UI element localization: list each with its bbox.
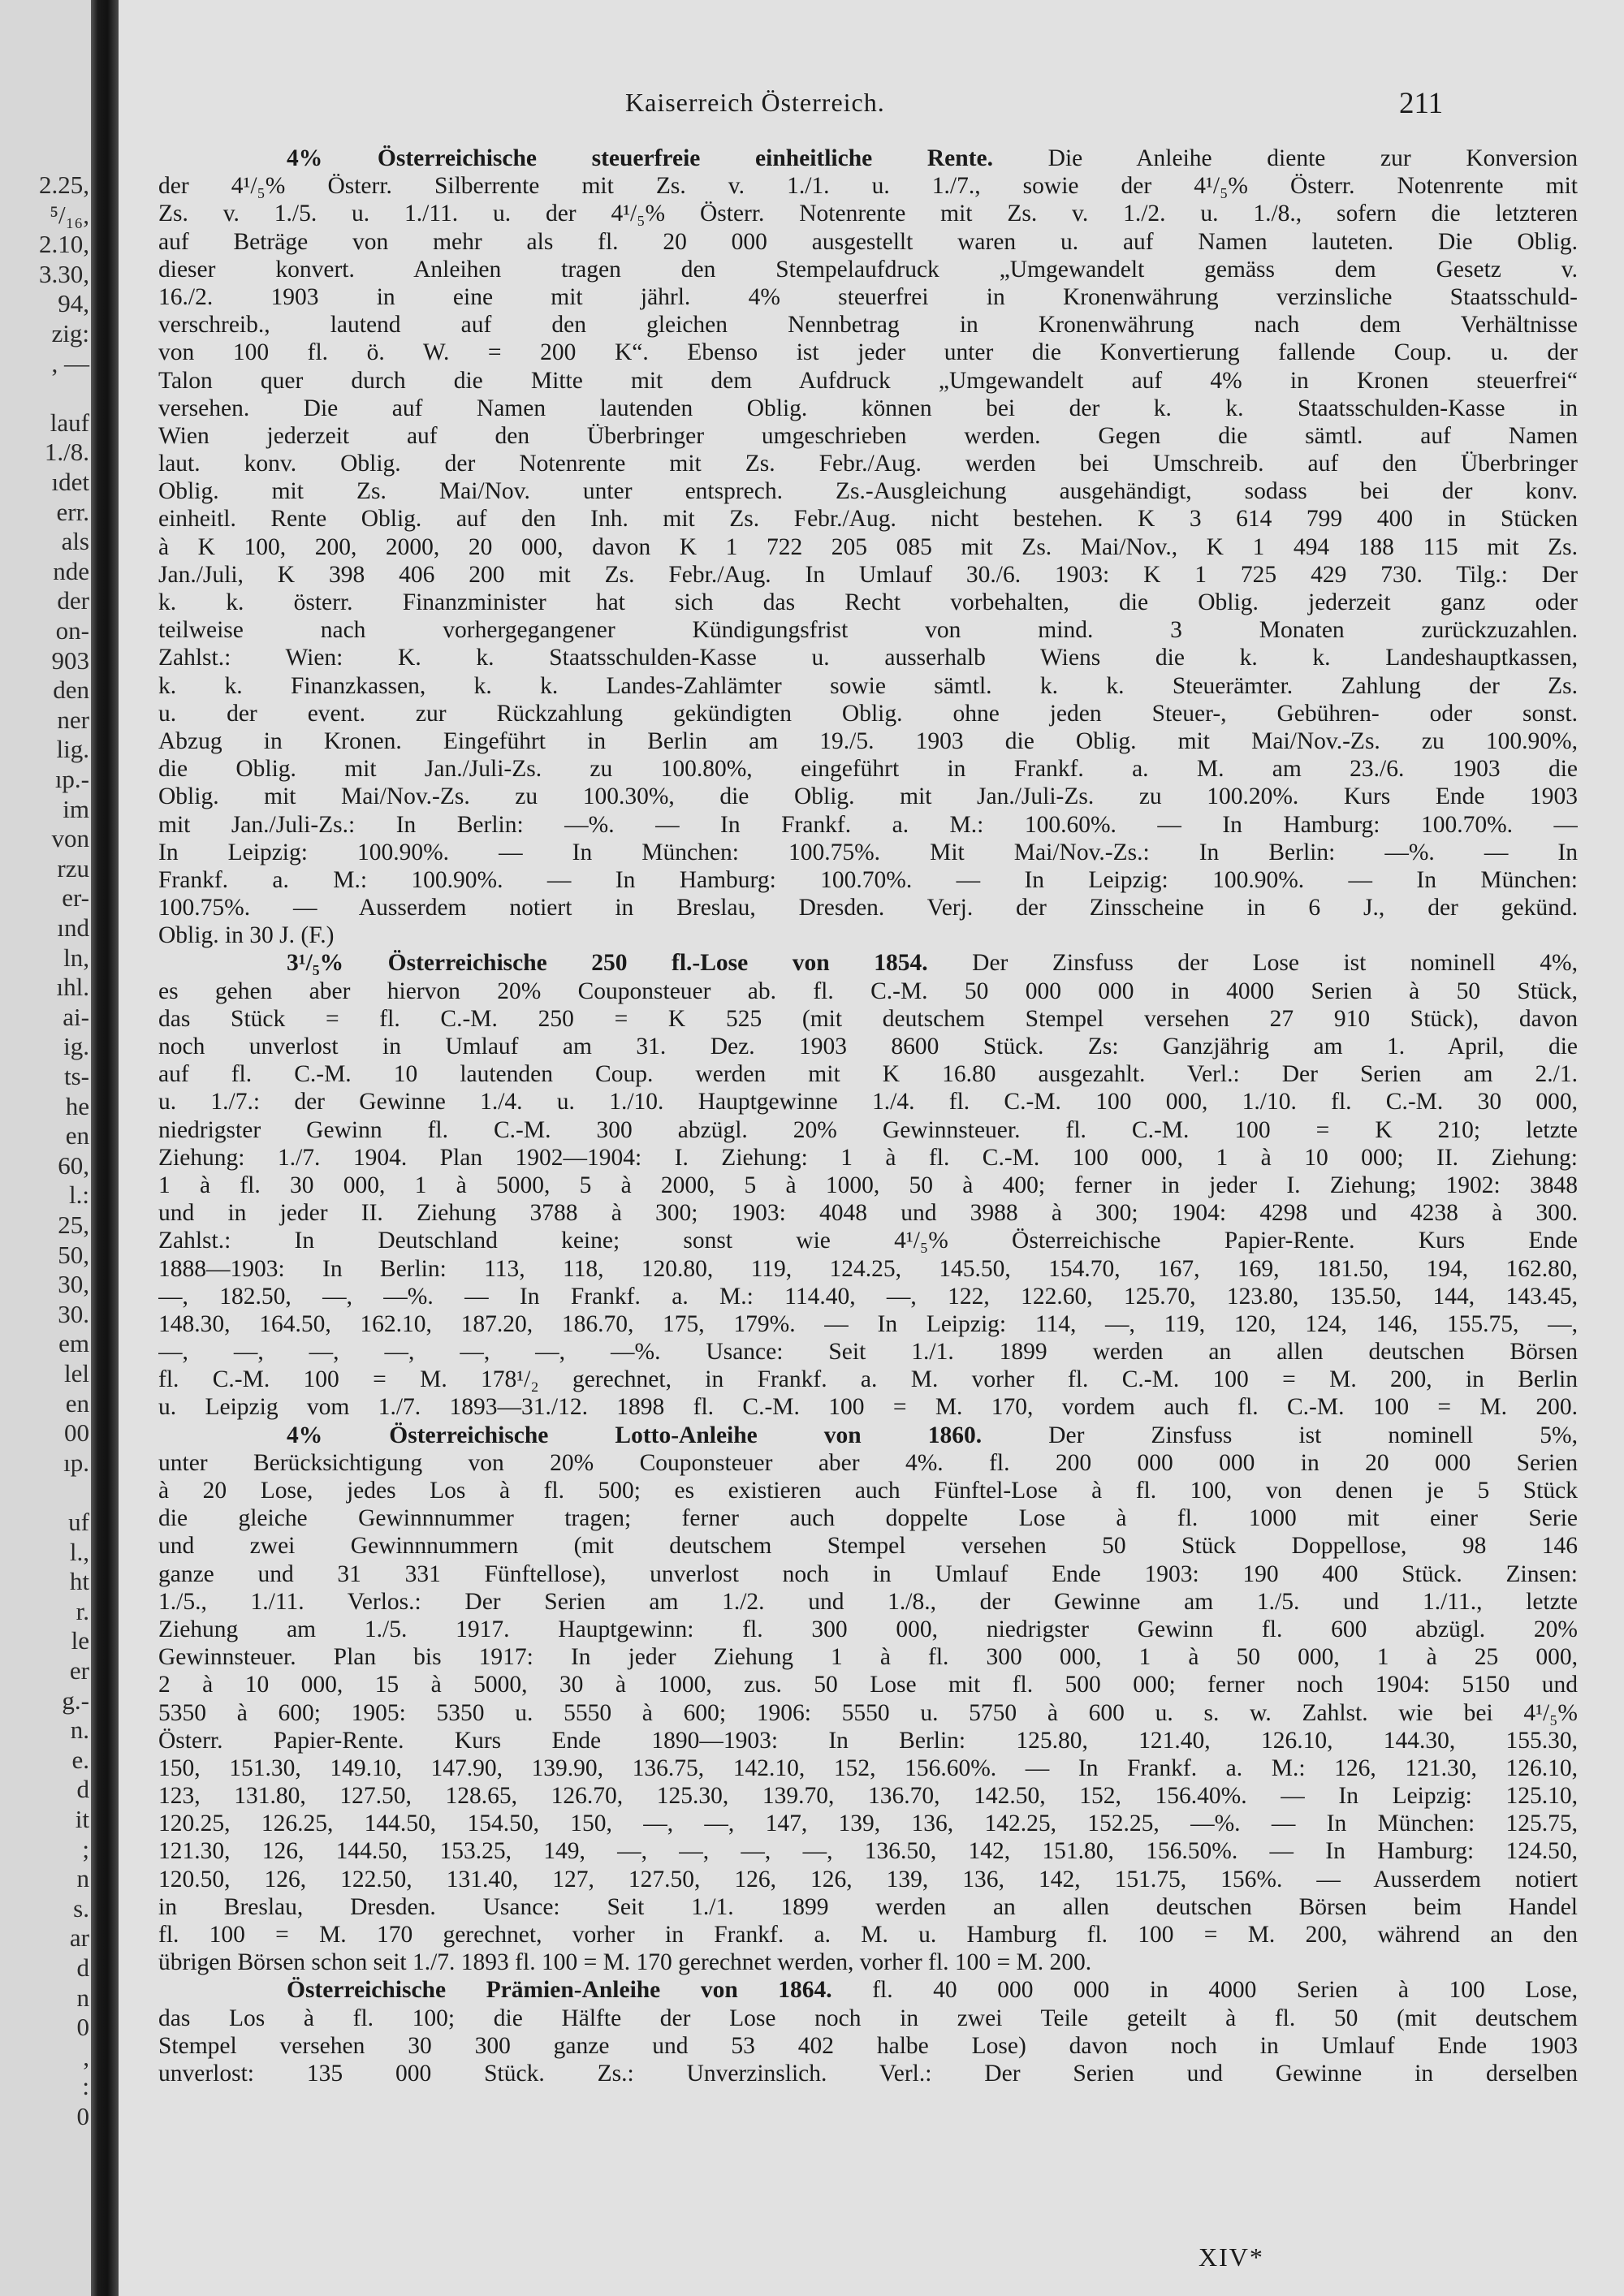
text-line: [158, 1255, 1578, 1283]
running-head-title: Kaiserreich Österreich.: [625, 88, 885, 117]
margin-fragment: 00: [64, 1418, 89, 1448]
margin-fragment: en: [65, 1388, 89, 1418]
margin-fragment: d: [76, 1775, 89, 1804]
line-text: Zahlst.: In Deutschland keine; sonst wie 4¹/₅% Österreichische Papier-Rente. Kurs Ende: [158, 1228, 1578, 1254]
text-line: [158, 727, 1578, 755]
line-text: unter Berücksichtigung von 20% Couponsteuer aber 4%. fl. 200 000 000 in 20 000 Serien: [158, 1449, 1578, 1476]
line-text: 1888—1903: In Berlin: 113, 118, 120.80, 119, 124.25, 145.50, 154.70, 167, 169, 181.50, 194, 162.80,: [158, 1255, 1578, 1282]
text-line: [158, 1477, 1578, 1504]
line-text: à 20 Lose, jedes Los à fl. 500; es existieren auch Fünftel-Lose à fl. 100, von denen je 5 Stück: [158, 1478, 1578, 1504]
line-text: und zwei Gewinnnummern (mit deutschem Stempel versehen 50 Stück Doppellose, 98 146: [158, 1533, 1578, 1560]
text-line: [158, 505, 1578, 533]
text-line: [158, 2032, 1578, 2060]
text-line: [158, 1810, 1578, 1837]
margin-fragment: ıp.: [63, 1448, 89, 1477]
line-text: Der Zinsfuss ist nominell 5%,: [982, 1422, 1578, 1448]
text-line: [158, 616, 1578, 644]
margin-fragment: 25,: [58, 1211, 89, 1239]
text-line: [158, 1393, 1578, 1421]
margin-fragment: rzu: [57, 853, 89, 883]
line-text: mit Jan./Juli-Zs.: In Berlin: —%. — In Frankf. a. M.: 100.60%. — In Hamburg: 100.70%. —: [158, 811, 1578, 838]
line-text: 148.30, 164.50, 162.10, 187.20, 186.70, 175, 179%. — In Leipzig: 114, —, 119, 120, 124, 146, 155.75, —,: [158, 1310, 1578, 1337]
line-text: Oblig. mit Mai/Nov.-Zs. zu 100.30%, die Oblig. mit Jan./Juli-Zs. zu 100.20%. Kurs Ende 1903: [158, 783, 1578, 810]
line-text: —, 182.50, —, —%. — In Frankf. a. M.: 114.40, —, 122, 122.60, 125.70, 123.80, 135.50, 144, 143.45,: [158, 1283, 1578, 1310]
text-line: [158, 367, 1578, 395]
text-line: [158, 228, 1578, 256]
line-text: Stempel versehen 30 300 ganze und 53 402 halbe Lose) davon noch in Umlauf Ende 1903: [158, 2032, 1578, 2059]
entry-heading: 3¹/₅% Österreichische 250 fl.-Lose von 1854.: [287, 950, 928, 977]
line-text: In Leipzig: 100.90%. — In München: 100.75%. Mit Mai/Nov.-Zs.: In Berlin: —%. — In: [158, 839, 1578, 865]
entry-heading: 4% Österreichische Lotto-Anleihe von 1860.: [287, 1422, 983, 1448]
line-text: Zs. v. 1./5. u. 1./11. u. der 4¹/₅% Österr. Notenrente mit Zs. v. 1./2. u. 1./8., sofern die letzteren: [158, 201, 1578, 227]
text-line: [158, 1921, 1578, 1949]
margin-fragment: 2.10,: [39, 230, 89, 259]
line-text: die gleiche Gewinnnummer tragen; ferner auch doppelte Lose à fl. 1000 mit einer Serie: [158, 1505, 1578, 1532]
line-text: Talon quer durch die Mitte mit dem Aufdruck „Umgewandelt auf 4% in Kronen steuerfrei“: [158, 367, 1578, 394]
margin-fragment: en: [65, 1121, 89, 1150]
line-text: es gehen aber hiervon 20% Couponsteuer ab. fl. C.-M. 50 000 000 in 4000 Serien à 50 Stück,: [158, 978, 1578, 1004]
page-number: 211: [1399, 87, 1444, 120]
line-text: einheitl. Rente Oblig. auf den Inh. mit Zs. Febr./Aug. nicht bestehen. K 3 614 799 400 in Stücken: [158, 506, 1578, 533]
line-text: Frankf. a. M.: 100.90%. — In Hamburg: 100.70%. — In Leipzig: 100.90%. — In München:: [158, 866, 1578, 893]
margin-fragment: er-: [62, 883, 89, 913]
text-line: [158, 755, 1578, 783]
page-211: [122, 0, 1624, 2296]
text-line: [158, 395, 1578, 422]
text-line: [158, 1976, 1578, 2004]
text-line: [158, 172, 1578, 200]
margin-fragment: r.: [76, 1596, 89, 1625]
margin-fragment: 0: [76, 2102, 89, 2130]
margin-fragment: ,: [83, 2042, 89, 2071]
margin-fragment: ıdet: [51, 468, 89, 496]
margin-fragment: 0: [76, 2013, 89, 2042]
margin-fragment: le: [71, 1626, 89, 1655]
margin-fragment: von: [51, 824, 89, 853]
margin-fragment: 60,: [58, 1150, 89, 1180]
text-line: [158, 949, 1578, 977]
text-line: [158, 200, 1578, 227]
line-text: der 4¹/₅% Österr. Silberrente mit Zs. v. 1./1. u. 1./7., sowie der 4¹/₅% Österr. Notenrente mit: [158, 173, 1578, 200]
text-line: [158, 1588, 1578, 1616]
text-line: [158, 1310, 1578, 1338]
margin-fragment: ts-: [64, 1062, 89, 1090]
line-text: 120.25, 126.25, 144.50, 154.50, 150, —, —, 147, 139, 136, 142.25, 152.25, —%. — In München: 125.75,: [158, 1810, 1578, 1837]
line-text: ganze und 31 331 Fünftellose), unverlost noch in Umlauf Ende 1903: 190 400 Stück. Zinsen:: [158, 1560, 1578, 1587]
line-text: 16./2. 1903 in eine mit jährl. 4% steuerfrei in Kronenwährung verzinsliche Staatsschuld-: [158, 283, 1578, 310]
text-line: [158, 866, 1578, 894]
line-text: Der Zinsfuss der Lose ist nominell 4%,: [927, 950, 1578, 977]
line-text: teilweise nach vorhergegangener Kündigungsfrist von mind. 3 Monaten zurückzuzahlen.: [158, 617, 1578, 644]
line-text: Zahlst.: Wien: K. k. Staatsschulden-Kasse u. ausserhalb Wiens die k. k. Landeshauptkassen,: [158, 645, 1578, 671]
margin-fragment: n: [76, 1864, 89, 1893]
margin-fragment: he: [65, 1091, 89, 1120]
text-line: [158, 1366, 1578, 1393]
text-line: [158, 1782, 1578, 1810]
margin-fragment: on-: [55, 616, 89, 645]
line-text: versehen. Die auf Namen lautenden Oblig. können bei der k. k. Staatsschulden-Kasse in: [158, 395, 1578, 421]
line-text: à K 100, 200, 2000, 20 000, davon K 1 722 205 085 mit Zs. Mai/Nov., K 1 494 188 115 mit Zs.: [158, 533, 1578, 560]
text-line: [158, 1532, 1578, 1560]
margin-fragment: den: [53, 675, 89, 705]
margin-fragment: 30.: [58, 1299, 89, 1328]
text-line: [158, 561, 1578, 589]
margin-fragment: lig.: [56, 735, 89, 764]
line-text: von 100 fl. ö. W. = 200 K“. Ebenso ist jeder unter die Konvertierung fallende Coup. u. der: [158, 339, 1578, 366]
line-text: die Oblig. mit Jan./Juli-Zs. zu 100.80%, eingeführt in Frankf. a. M. am 23./6. 1903 die: [158, 756, 1578, 783]
margin-fragment: e.: [71, 1745, 89, 1774]
line-text: auf fl. C.-M. 10 lautenden Coup. werden mit K 16.80 ausgezahlt. Verl.: Der Serien am 2./1.: [158, 1061, 1578, 1088]
margin-fragment: n.: [70, 1716, 89, 1745]
line-text: unverlost: 135 000 Stück. Zs.: Unverzinslich. Verl.: Der Serien und Gewinne in derselben: [158, 2060, 1578, 2087]
line-text: Wien jederzeit auf den Überbringer umgeschrieben werden. Gegen die sämtl. auf Namen: [158, 422, 1578, 449]
margin-fragment: it: [75, 1805, 89, 1833]
margin-fragment: als: [61, 527, 89, 556]
text-line: [158, 839, 1578, 866]
margin-fragment: , —: [51, 348, 89, 378]
line-text: übrigen Börsen schon seit 1./7. 1893 fl. 100 = M. 170 gerechnet werden, vorher fl. 100 = M. 200.: [158, 1949, 1092, 1976]
margin-fragment: ner: [57, 705, 89, 734]
text-line: [158, 256, 1578, 283]
line-text: Oblig. mit Zs. Mai/Nov. unter entsprech. Zs.-Ausgleichung ausgehändigt, sodass bei der konv.: [158, 478, 1578, 505]
entry-heading: Österreichische Prämien-Anleihe von 1864.: [287, 1977, 832, 2004]
margin-fragment: s.: [73, 1893, 89, 1923]
text-line: [158, 1866, 1578, 1893]
margin-fragment: uf: [68, 1508, 89, 1536]
margin-fragment: lauf: [50, 408, 89, 437]
text-line: [158, 1893, 1578, 1921]
text-line: [158, 644, 1578, 671]
text-line: [158, 2060, 1578, 2087]
text-line: [158, 1616, 1578, 1643]
line-text: niedrigster Gewinn fl. C.-M. 300 abzügl. 20% Gewinnsteuer. fl. C.-M. 100 = K 210; letzte: [158, 1116, 1578, 1143]
text-line: [158, 811, 1578, 839]
text-line: [158, 1227, 1578, 1254]
margin-fragment: ıp.-: [54, 765, 89, 793]
text-line: [158, 1699, 1578, 1727]
line-text: und in jeder II. Ziehung 3788 à 300; 1903: 4048 und 3988 à 300; 1904: 4298 und 4238 à 300.: [158, 1200, 1578, 1227]
margin-fragment: ar: [69, 1923, 89, 1953]
body-text-column: [158, 145, 1578, 2087]
text-line: [158, 1338, 1578, 1366]
text-line: [158, 1643, 1578, 1671]
text-line: [158, 921, 1578, 949]
line-text: Ziehung am 1./5. 1917. Hauptgewinn: fl. 300 000, niedrigster Gewinn fl. 600 abzügl. 20%: [158, 1616, 1578, 1642]
text-line: [158, 145, 1578, 172]
margin-fragment: n: [76, 1983, 89, 2012]
text-line: [158, 1172, 1578, 1199]
line-text: Gewinnsteuer. Plan bis 1917: In jeder Ziehung 1 à fl. 300 000, 1 à 50 000, 1 à 25 000,: [158, 1644, 1578, 1671]
text-line: [158, 1033, 1578, 1060]
line-text: fl. C.-M. 100 = M. 178¹/₂ gerechnet, in Frankf. a. M. vorher fl. C.-M. 100 = M. 200, in Berlin: [158, 1366, 1578, 1393]
text-line: [158, 589, 1578, 616]
text-line: [158, 1754, 1578, 1782]
margin-fragment: 2.25,: [39, 170, 89, 199]
text-line: [158, 783, 1578, 810]
text-line: [158, 1199, 1578, 1227]
margin-fragment: 903: [51, 645, 89, 675]
text-line: [158, 1116, 1578, 1144]
text-line: [158, 1088, 1578, 1116]
line-text: Die Anleihe diente zur Konversion: [992, 145, 1578, 171]
line-text: das Los à fl. 100; die Hälfte der Lose noch in zwei Teile geteilt à fl. 50 (mit deutschem: [158, 2005, 1578, 2031]
line-text: dieser konvert. Anleihen tragen den Stempelaufdruck „Umgewandelt gemäss dem Gesetz v.: [158, 256, 1578, 283]
line-text: 1./5., 1./11. Verlos.: Der Serien am 1./2. und 1./8., der Gewinne am 1./5. und 1./11., letzte: [158, 1588, 1578, 1615]
line-text: Oblig. in 30 J. (F.): [158, 922, 335, 949]
text-line: [158, 700, 1578, 727]
line-text: auf Beträge von mehr als fl. 20 000 ausgestellt waren u. auf Namen lauteten. Die Oblig.: [158, 228, 1578, 255]
line-text: verschreib., lautend auf den gleichen Nennbetrag in Kronenwährung nach dem Verhältnisse: [158, 312, 1578, 339]
margin-fragment: 3.30,: [39, 259, 89, 288]
margin-fragment: ln,: [63, 943, 89, 972]
text-line: [158, 1283, 1578, 1310]
margin-fragment: ;: [82, 1834, 89, 1863]
line-text: Österr. Papier-Rente. Kurs Ende 1890—1903: In Berlin: 125.80, 121.40, 126.10, 144.30, 155.30,: [158, 1727, 1578, 1754]
line-text: Ziehung: 1./7. 1904. Plan 1902—1904: I. Ziehung: 1 à fl. C.-M. 100 000, 1 à 10 000; II. Ziehung:: [158, 1144, 1578, 1171]
text-line: [158, 1560, 1578, 1588]
line-text: k. k. österr. Finanzminister hat sich das Recht vorbehalten, die Oblig. jederzeit ganz oder: [158, 589, 1578, 615]
line-text: in Breslau, Dresden. Usance: Seit 1./1. 1899 werden an allen deutschen Börsen beim Handel: [158, 1893, 1578, 1920]
book-gutter-shadow: [91, 0, 119, 2296]
line-text: u. Leipzig vom 1./7. 1893—31./12. 1898 fl. C.-M. 100 = M. 170, vordem auch fl. C.-M. 100 = M. 200.: [158, 1394, 1578, 1421]
margin-fragment: :: [82, 2072, 89, 2101]
previous-page-margin-strip: [0, 0, 91, 2296]
margin-fragment: ıhl.: [56, 973, 89, 1002]
line-text: 150, 151.30, 149.10, 147.90, 139.90, 136.75, 142.10, 152, 156.60%. — In Frankf. a. M.: 126, 121.30, 126.10,: [158, 1754, 1578, 1781]
text-line: [158, 1837, 1578, 1865]
margin-fragment: err.: [56, 497, 89, 526]
line-text: k. k. Finanzkassen, k. k. Landes-Zahlämter sowie sämtl. k. k. Steuerämter. Zahlung der Zs.: [158, 672, 1578, 699]
margin-fragment: ⁵/₁₆,: [50, 200, 89, 229]
text-line: [158, 1060, 1578, 1088]
margin-fragment: der: [57, 586, 89, 615]
printer-signature-mark: XIV*: [1199, 2242, 1264, 2272]
line-text: 123, 131.80, 127.50, 128.65, 126.70, 125.30, 139.70, 136.70, 142.50, 152, 156.40%. — In Leipzig: 125.10,: [158, 1783, 1578, 1810]
margin-fragment: l.:: [69, 1180, 89, 1210]
text-line: [158, 1504, 1578, 1532]
text-line: [158, 311, 1578, 339]
margin-fragment: 30,: [58, 1270, 89, 1299]
line-text: u. 1./7.: der Gewinne 1./4. u. 1./10. Hauptgewinne 1./4. fl. C.-M. 100 000, 1./10. fl. C.-M. 30 000,: [158, 1089, 1578, 1116]
text-line: [158, 672, 1578, 700]
text-line: [158, 1949, 1578, 1976]
text-line: [158, 450, 1578, 477]
line-text: laut. konv. Oblig. der Notenrente mit Zs. Febr./Aug. werden bei Umschreib. auf den Überbringer: [158, 451, 1578, 477]
text-line: [158, 1005, 1578, 1033]
margin-fragment: ig.: [63, 1032, 89, 1061]
margin-fragment: ınd: [57, 913, 89, 942]
margin-fragment: er: [69, 1656, 89, 1685]
margin-fragment: 50,: [58, 1240, 89, 1269]
text-line: [158, 1671, 1578, 1698]
text-line: [158, 1144, 1578, 1172]
line-text: das Stück = fl. C.-M. 250 = K 525 (mit deutschem Stempel versehen 27 910 Stück), davon: [158, 1005, 1578, 1032]
line-text: Abzug in Kronen. Eingeführt in Berlin am 19./5. 1903 die Oblig. mit Mai/Nov.-Zs. zu 100.90%,: [158, 727, 1578, 754]
line-text: 1 à fl. 30 000, 1 à 5000, 5 à 2000, 5 à 1000, 50 à 400; ferner in jeder I. Ziehung; 1902: 3848: [158, 1172, 1578, 1198]
margin-fragment: 94,: [58, 289, 89, 318]
text-line: [158, 978, 1578, 1005]
margin-fragment: em: [58, 1329, 89, 1358]
margin-fragment: nde: [53, 556, 89, 585]
line-text: —, —, —, —, —, —, —%. Usance: Seit 1./1. 1899 werden an allen deutschen Börsen: [158, 1339, 1578, 1366]
text-line: [158, 533, 1578, 561]
margin-fragment: g.-: [62, 1685, 89, 1715]
entry-heading: 4% Österreichische steuerfreie einheitliche Rente.: [287, 145, 993, 171]
text-line: [158, 477, 1578, 505]
margin-fragment: zig:: [51, 319, 89, 347]
line-text: Jan./Juli, K 398 406 200 mit Zs. Febr./Aug. In Umlauf 30./6. 1903: K 1 725 429 730. Tilg.: Der: [158, 561, 1578, 588]
text-line: [158, 894, 1578, 921]
text-line: [158, 1422, 1578, 1449]
line-text: 100.75%. — Ausserdem notiert in Breslau, Dresden. Verj. der Zinsscheine in 6 J., der gekünd.: [158, 895, 1578, 921]
line-text: noch unverlost in Umlauf am 31. Dez. 1903 8600 Stück. Zs: Ganzjährig am 1. April, die: [158, 1034, 1578, 1060]
margin-fragment: im: [63, 794, 89, 823]
text-line: [158, 2005, 1578, 2032]
text-line: [158, 339, 1578, 366]
margin-fragment: l.,: [69, 1537, 89, 1566]
text-line: [158, 1727, 1578, 1754]
line-text: 5350 à 600; 1905: 5350 u. 5550 à 600; 1906: 5550 u. 5750 à 600 u. s. w. Zahlst. wie bei 4¹/₅%: [158, 1699, 1578, 1726]
line-text: 2 à 10 000, 15 à 5000, 30 à 1000, zus. 50 Lose mit fl. 500 000; ferner noch 1904: 5150 und: [158, 1672, 1578, 1698]
margin-fragment: ai-: [63, 1002, 89, 1031]
text-line: [158, 1449, 1578, 1477]
line-text: 121.30, 126, 144.50, 153.25, 149, —, —, —, —, 136.50, 142, 151.80, 156.50%. — In Hamburg: 124.50,: [158, 1838, 1578, 1865]
margin-fragment: lel: [64, 1359, 89, 1388]
line-text: u. der event. zur Rückzahlung gekündigten Oblig. ohne jeden Steuer-, Gebühren- oder sonst.: [158, 700, 1578, 727]
text-line: [158, 283, 1578, 311]
line-text: fl. 40 000 000 in 4000 Serien à 100 Lose,: [831, 1977, 1578, 2004]
text-line: [158, 422, 1578, 450]
margin-fragment: 1./8.: [44, 438, 89, 467]
margin-fragment: d: [76, 1953, 89, 1982]
line-text: fl. 100 = M. 170 gerechnet, vorher in Frankf. a. M. u. Hamburg fl. 100 = M. 200, während an den: [158, 1922, 1578, 1948]
line-text: 120.50, 126, 122.50, 131.40, 127, 127.50, 126, 126, 139, 136, 142, 151.75, 156%. — Ausserdem notiert: [158, 1866, 1578, 1892]
margin-fragment: ht: [69, 1567, 89, 1596]
